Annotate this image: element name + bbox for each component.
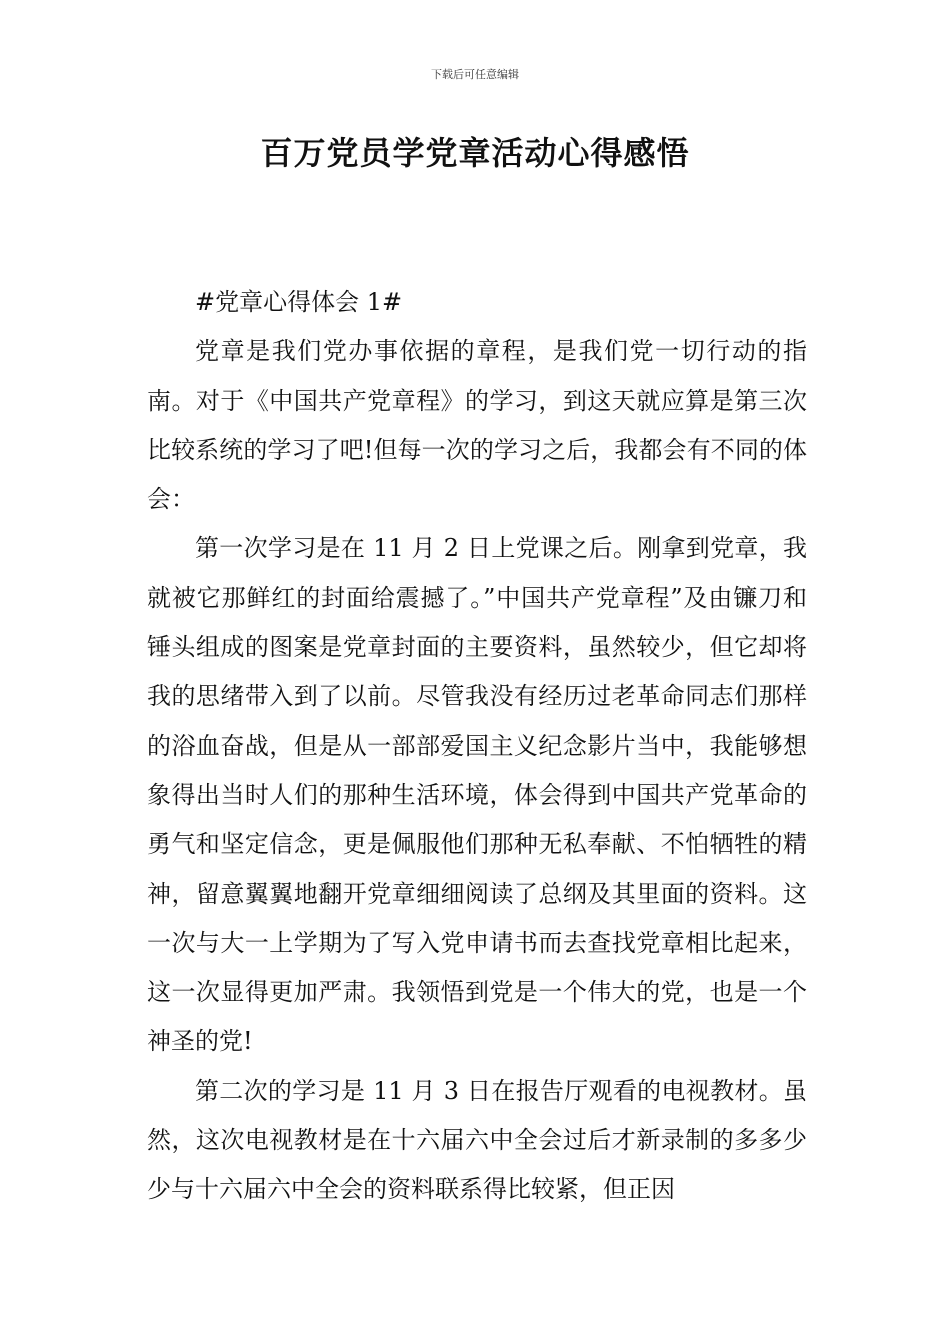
- paragraph: 第一次学习是在 11 月 2 日上党课之后。刚拿到党章，我就被它那鲜红的封面给震撼了。”中国共产党章程”及由镰刀和锤头组成的图案是党章封面的主要资料，虽然较少，但它却将我的思绪带入到了以前。尽管我没有经历过老革命同志们那样的浴血奋战，但是从一部部爱国主义纪念影片当中，我能够想象得出当时人们的那种生活环境，体会得到中国共产党革命的勇气和坚定信念，更是佩服他们那种无私奉献、不怕牺牲的精神，留意翼翼地翻开党章细细阅读了总纲及其里面的资料。这一次与大一上学期为了写入党申请书而去查找党章相比起来，这一次显得更加严肃。我领悟到党是一个伟大的党，也是一个神圣的党!: [147, 534, 807, 1056]
- page-header-note: 下载后可任意编辑: [431, 68, 519, 81]
- paragraph: 第二次的学习是 11 月 3 日在报告厅观看的电视教材。虽然，这次电视教材是在十六届六中全会过后才新录制的多多少少与十六届六中全会的资料联系得比较紧，但正因: [147, 1076, 807, 1204]
- section-heading: #党章心得体会 1#: [195, 288, 403, 316]
- document-title: 百万党员学党章活动心得感悟: [260, 134, 690, 172]
- document-body: [147, 278, 807, 1215]
- paragraph: 党章是我们党办事依据的章程，是我们党一切行动的指南。对于《中国共产党章程》的学习，到这天就应算是第三次比较系统的学习了吧!但每一次的学习之后，我都会有不同的体会：: [147, 337, 807, 514]
